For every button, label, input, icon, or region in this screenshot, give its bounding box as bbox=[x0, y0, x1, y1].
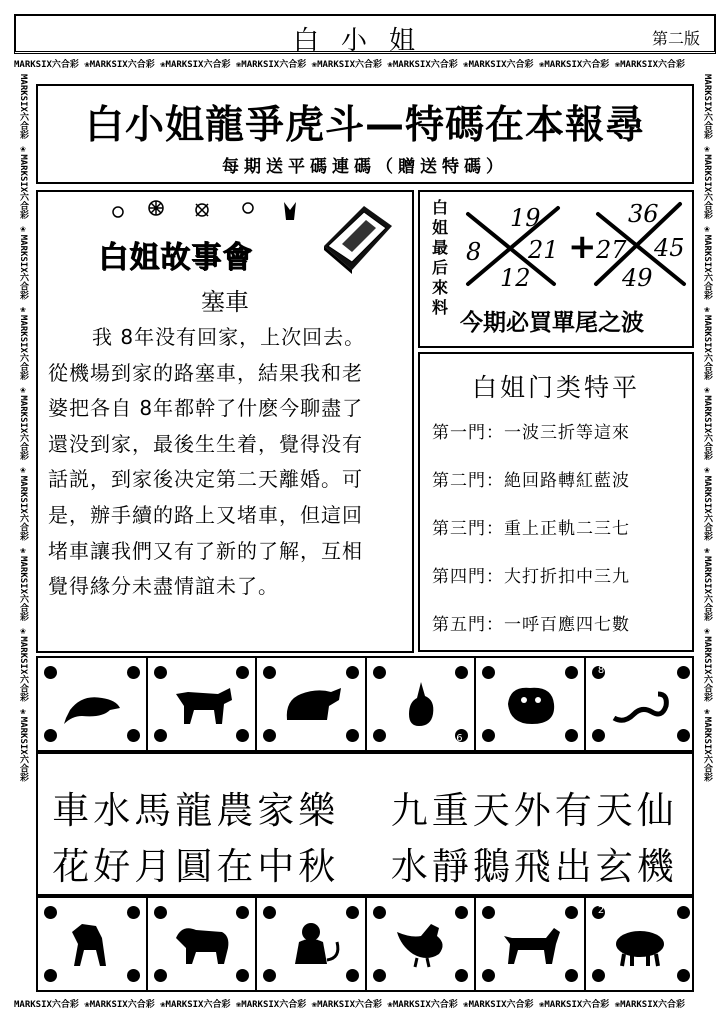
zodiac-cell-dragon bbox=[476, 658, 586, 750]
gate-row: 第四門：大打折扣中三九 bbox=[432, 567, 630, 587]
story-line: 從機場到家的路塞車，結果我和老 bbox=[48, 360, 363, 385]
gate-text: 一呼百應四七數 bbox=[504, 615, 630, 635]
lucky-number: 36 bbox=[628, 200, 659, 228]
gate-text: 一波三折等這來 bbox=[504, 423, 630, 443]
zodiac-cell-goat bbox=[148, 898, 258, 990]
headline-subtitle: 每期送平碼連碼（贈送特碼） bbox=[222, 157, 508, 177]
gates-section bbox=[418, 352, 694, 652]
gate-row: 第一門：一波三折等這來 bbox=[432, 423, 630, 443]
gate-label: 第二門 bbox=[432, 471, 486, 491]
story-line: 覺得緣分未盡情誼未了。 bbox=[48, 574, 279, 599]
plus-sign: + bbox=[568, 227, 597, 267]
story-line: 堵車讓我們又有了新的了解，互相 bbox=[48, 538, 363, 563]
rat-icon bbox=[62, 680, 124, 728]
zodiac-cell-monkey bbox=[257, 898, 367, 990]
gate-text: 重上正軌二三七 bbox=[504, 519, 630, 539]
poem-line-2 bbox=[38, 836, 692, 890]
dog-icon bbox=[500, 920, 562, 968]
zodiac-cell-snake bbox=[586, 658, 696, 750]
zodiac-number: 2 bbox=[597, 905, 605, 916]
story-line: 婆把各自 8年都幹了什麽今聊盡了 bbox=[48, 396, 364, 421]
zodiac-cell-tiger bbox=[257, 658, 367, 750]
gate-label: 第三門 bbox=[432, 519, 486, 539]
rooster-icon bbox=[391, 920, 453, 968]
zodiac-cell-horse bbox=[38, 898, 148, 990]
headline-box bbox=[36, 84, 694, 184]
pig-icon bbox=[610, 920, 672, 968]
zodiac-row-top bbox=[36, 656, 694, 752]
story-section bbox=[36, 190, 414, 653]
story-line: 我 8年没有回家，上次回去。 bbox=[92, 325, 366, 349]
page-title: 白小姐 bbox=[292, 26, 437, 56]
gate-row: 第三門：重上正軌二三七 bbox=[432, 519, 630, 539]
lucky-number: 27 bbox=[596, 236, 627, 264]
poem-left-2: 花好月圓在中秋 bbox=[52, 845, 340, 888]
lucky-number: 8 bbox=[466, 238, 482, 266]
poem-left-1: 車水馬龍農家樂 bbox=[52, 789, 340, 832]
snake-icon bbox=[610, 680, 672, 728]
poem-line-1 bbox=[38, 780, 692, 834]
zodiac-cell-ox bbox=[148, 658, 258, 750]
lucky-number: 21 bbox=[528, 236, 559, 264]
lucky-numbers-section bbox=[418, 190, 694, 348]
gate-label: 第五門 bbox=[432, 615, 486, 635]
gate-row: 第二門：絶回路轉紅藍波 bbox=[432, 471, 630, 491]
poem-section bbox=[36, 752, 694, 896]
flower-ornament-icon bbox=[98, 196, 298, 230]
story-body bbox=[48, 320, 408, 605]
gate-text: 大打折扣中三九 bbox=[504, 567, 630, 587]
poem-right-1: 九重天外有天仙 bbox=[390, 789, 678, 832]
zodiac-cell-pig bbox=[586, 898, 696, 990]
lucky-number: 19 bbox=[510, 204, 541, 232]
edition-label: 第二版 bbox=[651, 29, 700, 48]
lucky-caption: 今期必買單尾之波 bbox=[460, 310, 644, 336]
book-icon bbox=[318, 200, 396, 276]
zodiac-cell-dog bbox=[476, 898, 586, 990]
monkey-icon bbox=[281, 920, 343, 968]
zodiac-number: 6 bbox=[456, 733, 463, 744]
gate-label: 第一門 bbox=[432, 423, 486, 443]
story-line: 還没到家，最後生生着，覺得没有 bbox=[48, 431, 363, 456]
gate-text: 絶回路轉紅藍波 bbox=[504, 471, 630, 491]
story-title: 塞車 bbox=[201, 288, 249, 316]
zodiac-cell-rat bbox=[38, 658, 148, 750]
zodiac-row-bottom bbox=[36, 896, 694, 992]
dragon-icon bbox=[500, 680, 562, 728]
lucky-number: 49 bbox=[622, 264, 653, 292]
watermark-strip-left: MARKSIX六合彩 ❀MARKSIX六合彩 ❀MARKSIX六合彩 ❀MARKSIX六合彩 ❀MARKSIX六合彩 ❀MARKSIX六合彩 ❀MARKSIX六合彩 ❀MARKSIX六合彩 ❀MARKSIX六合彩 bbox=[18, 74, 28, 782]
tiger-icon bbox=[281, 680, 343, 728]
lucky-side-label: 白姐最后來料 bbox=[431, 198, 448, 317]
zodiac-cell-rabbit bbox=[367, 658, 477, 750]
page-header bbox=[14, 14, 716, 54]
watermark-strip-bottom: MARKSIX六合彩 ❀MARKSIX六合彩 ❀MARKSIX六合彩 ❀MARKSIX六合彩 ❀MARKSIX六合彩 ❀MARKSIX六合彩 ❀MARKSIX六合彩 ❀MARKSIX六合彩 ❀MARKSIX六合彩 bbox=[14, 1000, 686, 1010]
rabbit-icon bbox=[391, 680, 453, 728]
lucky-number: 12 bbox=[500, 264, 531, 292]
headline-title: 白小姐龍爭虎斗—特碼在本報尋 bbox=[84, 103, 645, 148]
gate-label: 第四門 bbox=[432, 567, 486, 587]
zodiac-number: 8 bbox=[597, 665, 605, 676]
story-column-header: 白姐故事會 bbox=[98, 240, 253, 275]
gates-title: 白姐门类特平 bbox=[471, 373, 640, 402]
lucky-number: 45 bbox=[654, 234, 685, 262]
watermark-strip-top: MARKSIX六合彩 ❀MARKSIX六合彩 ❀MARKSIX六合彩 ❀MARKSIX六合彩 ❀MARKSIX六合彩 ❀MARKSIX六合彩 ❀MARKSIX六合彩 ❀MARKSIX六合彩 ❀MARKSIX六合彩 bbox=[14, 60, 686, 70]
goat-icon bbox=[172, 920, 234, 968]
zodiac-cell-rooster bbox=[367, 898, 477, 990]
gate-row: 第五門：一呼百應四七數 bbox=[432, 615, 630, 635]
lucky-numbers-figure bbox=[458, 196, 692, 292]
story-line: 是，辦手續的路上又堵車，但這回 bbox=[48, 502, 363, 527]
ox-icon bbox=[172, 680, 234, 728]
story-line: 話説，到家後决定第二天離婚。可 bbox=[48, 467, 363, 492]
watermark-strip-right: MARKSIX六合彩 ❀MARKSIX六合彩 ❀MARKSIX六合彩 ❀MARKSIX六合彩 ❀MARKSIX六合彩 ❀MARKSIX六合彩 ❀MARKSIX六合彩 ❀MARKSIX六合彩 ❀MARKSIX六合彩 bbox=[702, 74, 712, 782]
poem-right-2: 水靜鵝飛出玄機 bbox=[390, 845, 678, 888]
horse-icon bbox=[62, 920, 124, 968]
